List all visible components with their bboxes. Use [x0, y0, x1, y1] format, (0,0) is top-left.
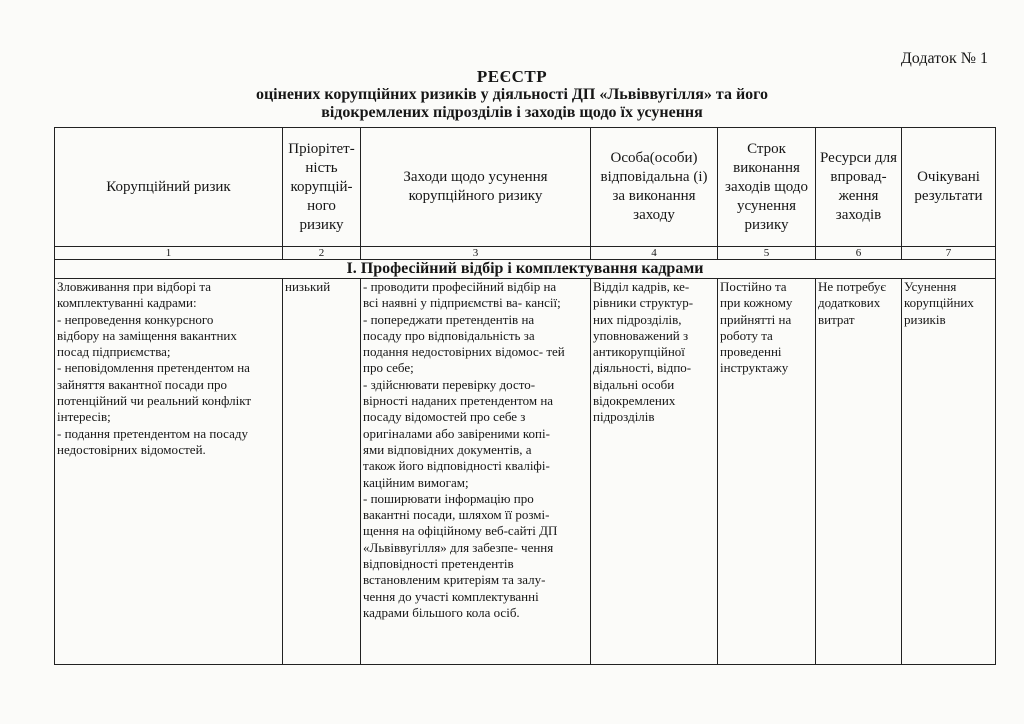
results-line: Усунення — [904, 279, 957, 294]
term-cell — [718, 279, 816, 665]
results-line: ризиків — [904, 311, 946, 327]
responsible-line: рівники структур- — [593, 295, 694, 311]
term-line: проведенні — [720, 344, 782, 360]
measure-line: всі наявні у підприємстві ва- кансії; — [363, 295, 561, 311]
measure-line: посаду про відповідальність за — [363, 327, 535, 343]
column-number: 7 — [902, 247, 996, 260]
results-cell — [902, 279, 996, 665]
column-number: 4 — [591, 247, 718, 260]
responsible-line: відокремлених — [593, 393, 676, 409]
risk-line: - подання претендентом на посаду — [57, 425, 248, 441]
resources-line: Не потребує — [818, 279, 887, 294]
risk-cell — [55, 279, 283, 665]
header-responsible: Особа(особи) відповідальна (і) за виконання заходу — [591, 128, 718, 247]
risk-line: - неповідомлення претендентом на — [57, 360, 250, 376]
responsible-line: діяльності, відпо- — [593, 360, 692, 376]
measure-line: про себе; — [363, 360, 414, 376]
priority-cell: низький — [283, 279, 361, 665]
responsible-cell — [591, 279, 718, 665]
column-number: 1 — [55, 247, 283, 260]
risk-line: потенційний чи реальний конфлікт — [57, 393, 252, 409]
title-line-1: РЕЄСТР — [476, 67, 548, 86]
risk-line: Зловживання при відборі та — [57, 279, 212, 294]
risk-line: посад підприємства; — [57, 344, 171, 360]
header-measures: Заходи щодо усунення корупційного ризику — [361, 128, 591, 247]
measure-line: відповідності претендентів — [363, 556, 514, 572]
measure-line: каційним вимогам; — [363, 474, 469, 490]
header-term: Строк виконання заходів щодо усунення ризику — [718, 128, 816, 247]
measure-line: кадрами більшого кола осіб. — [363, 604, 520, 620]
document-title — [0, 68, 1024, 122]
measure-line: вакантні посади, шляхом її розмі- — [363, 507, 550, 523]
header-priority: Пріорітет-ність корупцій-ного ризику — [283, 128, 361, 247]
header-row — [55, 128, 996, 247]
resources-line: додаткових — [818, 295, 881, 311]
measure-line: вірності наданих претендентом на — [363, 393, 554, 409]
measure-line: - проводити професійний відбір на — [363, 279, 557, 294]
column-number: 6 — [816, 247, 902, 260]
responsible-line: антикорупційної — [593, 344, 685, 360]
measure-line: встановленим критеріям та залу- — [363, 572, 546, 588]
table-row — [55, 279, 996, 665]
column-number: 3 — [361, 247, 591, 260]
measure-line: - здійснювати перевірку досто- — [363, 376, 536, 392]
term-line: Постійно та — [720, 279, 787, 294]
column-number-row — [55, 247, 996, 260]
column-number: 2 — [283, 247, 361, 260]
term-line: прийнятті на — [720, 311, 792, 327]
risk-line: - непроведення конкурсного — [57, 311, 214, 327]
risk-line: недостовірних відомостей. — [57, 441, 206, 457]
measure-line: оригіналами або завіреними копі- — [363, 425, 550, 441]
responsible-line: підрозділів — [593, 409, 655, 425]
risk-line: зайняття вакантної посади про — [57, 376, 228, 392]
measure-line: посаду відомостей про себе з — [363, 409, 526, 425]
risk-line: відбору на заміщення вакантних — [57, 327, 237, 343]
resources-line: витрат — [818, 311, 855, 327]
appendix-label: Додаток № 1 — [900, 50, 988, 67]
risk-register-table — [54, 127, 996, 665]
term-line: при кожному — [720, 295, 793, 311]
header-risk: Корупційний ризик — [55, 128, 283, 247]
measure-line: - поширювати інформацію про — [363, 490, 534, 506]
measures-cell — [361, 279, 591, 665]
responsible-line: уповноважений з — [593, 327, 689, 343]
responsible-line: відальні особи — [593, 376, 675, 392]
risk-line: інтересів; — [57, 409, 111, 425]
title-line-3: відокремлених підрозділів і заходів щодо їх усунення — [321, 104, 703, 121]
measure-line: чення до участі комплектуванні — [363, 588, 539, 604]
responsible-line: них підрозділів, — [593, 311, 682, 327]
term-line: роботу та — [720, 327, 773, 343]
measure-line: щення на офіційному веб-сайті ДП — [363, 523, 558, 539]
measure-line: «Львіввугілля» для забезпе- чення — [363, 539, 554, 555]
responsible-line: Відділ кадрів, ке- — [593, 279, 690, 294]
title-line-2: оцінених корупційних ризиків у діяльності ДП «Львіввугілля» та його — [255, 86, 769, 103]
header-results: Очікувані результати — [902, 128, 996, 247]
section-row — [55, 260, 996, 279]
measure-line: також його відповідності кваліфі- — [363, 458, 550, 474]
measure-line: подання недостовірних відомос- тей — [363, 344, 565, 360]
term-line: інструктажу — [720, 360, 789, 376]
resources-cell — [816, 279, 902, 665]
results-line: корупційних — [904, 295, 974, 311]
risk-line: комплектуванні кадрами: — [57, 295, 197, 311]
column-number: 5 — [718, 247, 816, 260]
section-title: І. Професійний відбір і комплектування кадрами — [55, 260, 996, 279]
measure-line: - попереджати претендентів на — [363, 311, 535, 327]
header-resources: Ресурси для впровад-ження заходів — [816, 128, 902, 247]
measure-line: ями відповідних документів, а — [363, 441, 532, 457]
